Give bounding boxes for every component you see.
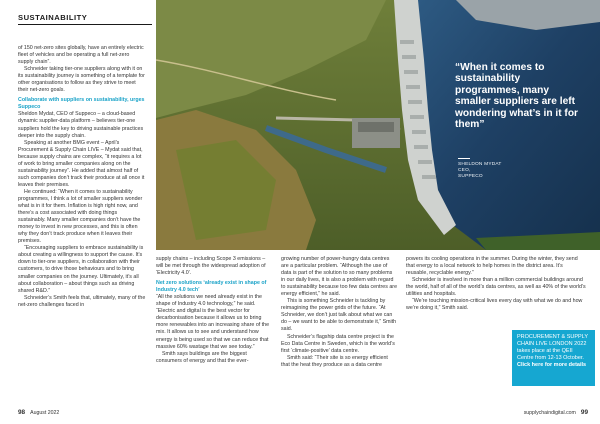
article-column-2 bbox=[156, 256, 272, 365]
paragraph: “All the solutions we need already exist in the shape of Industry 4.0 technology,” he said. “Electric and digital is the best vector for decarbonisation because it allows us to bring more renewables into an increasing share of the mix. It allows us to see and understand how energy is being used so that we can reduce that massive 60% wastage that we see today.” bbox=[156, 294, 270, 350]
paragraph: This is something Schneider is tackling by reimagining the power grids of the future. “At Schneider, we don’t just talk about what we can do – we want to be able to demonstrate it,” Smith said. bbox=[281, 298, 397, 333]
page-number: 98 bbox=[18, 409, 26, 416]
issue-date: August 2022 bbox=[30, 410, 60, 416]
attribution-role: CEO, bbox=[458, 168, 471, 174]
article-column-1 bbox=[18, 45, 146, 309]
attribution-name: SHELDON MYDAT bbox=[458, 162, 502, 167]
promo-link[interactable]: Click here for more details bbox=[517, 362, 587, 368]
paragraph: Schneider taking tier-one suppliers along with it on its sustainability journey is something of a template for other organisations to follow as they strive to meet their net-zero goals. bbox=[18, 66, 145, 94]
paragraph: supply chains – including Scope 3 emissions – will be met through the widespread adoption of ‘Electricity 4.0’. bbox=[156, 256, 266, 277]
paragraph: of 150 net-zero sites globally, have an entirely electric fleet of vehicles and be operating a full net-zero supply chain”. bbox=[18, 45, 144, 66]
paragraph: Smith said: “Their site is so energy efficient that the heat they produce as a data centre bbox=[281, 354, 388, 368]
paragraph: “Encouraging suppliers to embrace sustainability is about creating a willingness to support the cause. It’s down to tier-one suppliers, in collaboration with their customers, to drive those behaviours and to bring smaller companies on the journey. Ultimately, it’s all about collaboration – about things such as driving shared R&D.” bbox=[18, 245, 144, 294]
article-column-4 bbox=[406, 256, 586, 312]
paragraph: growing number of power-hungry data centres are a particular problem. “Although the use of data is part of the solution to so many problems in our daily lives, it is also a problem with regard to sustainability because too few data centres are energy efficient,” he said. bbox=[281, 256, 398, 298]
subheading: Net zero solutions ‘already exist in shape of Industry 4.0 tech’ bbox=[156, 280, 267, 294]
paragraph: Schneider’s flagship data centre project is the Eco Data Centre in Sweden, which is the world’s first ‘climate-positive’ data centre. bbox=[281, 333, 395, 354]
section-label: SUSTAINABILITY bbox=[18, 13, 88, 22]
footer-right bbox=[524, 409, 588, 416]
paragraph: Speaking at another BMG event – April’s Procurement & Supply Chain LIVE – Mydat said that, because supply chains are complex, “it requires a lot of work to bring smaller companies along on the sustainability journey”. He added that almost half of such companies don’t track their produce at all once it leaves their premises. bbox=[18, 139, 145, 188]
attribution-company: SUPPECO bbox=[458, 174, 483, 180]
section-rule bbox=[18, 24, 152, 25]
promo-text: PROCUREMENT & SUPPLY CHAIN LIVE LONDON 2022 takes place at the QEII Centre from 12-13 October. bbox=[517, 334, 588, 361]
footer-left bbox=[18, 409, 59, 416]
article-column-3 bbox=[281, 256, 397, 369]
subheading: Collaborate with suppliers on sustainability, urges Suppeco bbox=[18, 97, 145, 111]
paragraph: Smith says buildings are the biggest consumers of energy and that the ever- bbox=[156, 350, 249, 364]
paragraph: Sheldon Mydat, CEO of Suppeco – a cloud-based dynamic supplier-data platform – believes tier-one suppliers hold the key to driving sustainable practices deeper into the supply chain. bbox=[18, 111, 144, 139]
site-url[interactable]: supplychaindigital.com bbox=[523, 410, 576, 416]
page-number: 99 bbox=[580, 409, 588, 416]
quote-attribution bbox=[458, 162, 568, 181]
paragraph: Schneider’s Smith feels that, ultimately, many of the net-zero challenges faced in bbox=[18, 294, 146, 308]
paragraph: “We’re touching mission-critical lives every day with what we do and how we’re doing it,” Smith said. bbox=[406, 298, 583, 312]
paragraph: He continued: “When it comes to sustainability programmes, I think a lot of smaller suppliers wonder what is in it for them. Inflation is high right now, and there’s a cost associated with doing things sustainably. Many smaller companies don’t have the money to invest in new processes, and this is often why they don’t track produce when it leaves their premises. bbox=[18, 188, 143, 245]
paragraph: Schneider is involved in more than a million commercial buildings around the world, half of all of the world’s data centres, as well as 40% of the world’s utilities and hospitals. bbox=[406, 277, 586, 298]
paragraph: powers its cooling operations in the summer. During the winter, they send that energy to a local network to help homes in the district area. It’s reusable, recyclable energy.” bbox=[406, 256, 578, 277]
event-promo-box[interactable] bbox=[512, 330, 595, 386]
pull-quote: “When it comes to sustainability programmes, many smaller suppliers are left wondering what’s in it for them” bbox=[455, 62, 579, 131]
attribution-rule bbox=[458, 158, 470, 159]
